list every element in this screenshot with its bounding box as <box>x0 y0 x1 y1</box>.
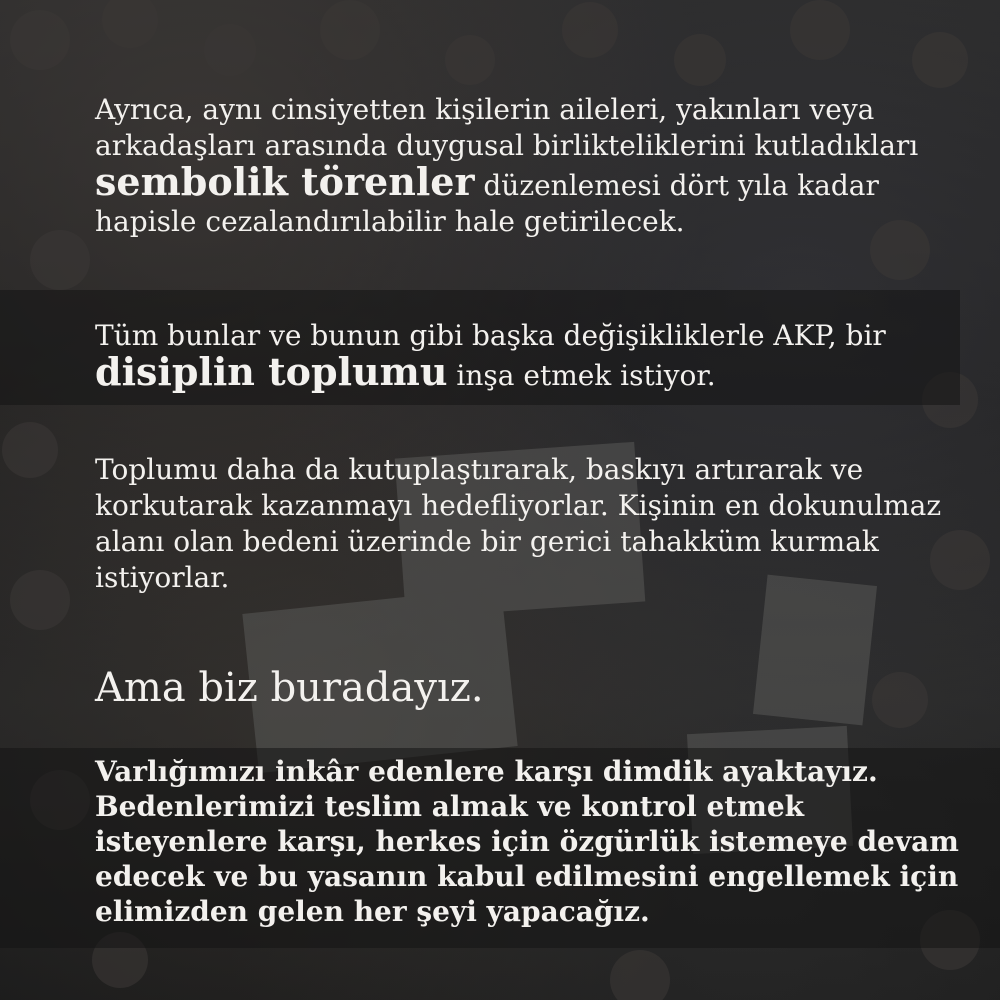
paragraph-resistance: Varlığımızı inkâr edenlere karşı dimdik ayaktayız. Bedenlerimizi teslim almak ve kontrol etmek isteyenlere karşı, herkes için özgürlük istemeye devam edecek ve bu yasanın kabul edilmesini engellemek için elimizden gelen her şeyi yapacağız. <box>95 755 959 928</box>
paragraph-discipline <box>95 318 975 394</box>
paragraph-discipline-before: Tüm bunlar ve bunun gibi başka değişikliklerle AKP, bir <box>95 319 886 352</box>
paragraph-discipline-emphasis: disiplin toplumu <box>95 349 448 394</box>
paragraph-ceremonies-after: düzenlemesi dört yıla kadar hapisle cezalandırılabilir hale getirilecek. <box>95 169 879 238</box>
headline: Ama biz buradayız. <box>95 665 484 711</box>
paragraph-ceremonies <box>95 92 975 240</box>
paragraph-discipline-after: inşa etmek istiyor. <box>447 359 716 392</box>
paragraph-polarization: Toplumu daha da kutuplaştırarak, baskıyı artırarak ve korkutarak kazanmayı hedefliyorlar. Kişinin en dokunulmaz alanı olan bedeni üzerinde bir gerici tahakküm kurmak istiyorlar. <box>95 453 942 594</box>
paragraph-ceremonies-emphasis: sembolik törenler <box>95 159 475 204</box>
paragraph-ceremonies-before: Ayrıca, aynı cinsiyetten kişilerin aileleri, yakınları veya arkadaşları arasında duygusal birlikteliklerini kutladıkları <box>95 93 919 162</box>
